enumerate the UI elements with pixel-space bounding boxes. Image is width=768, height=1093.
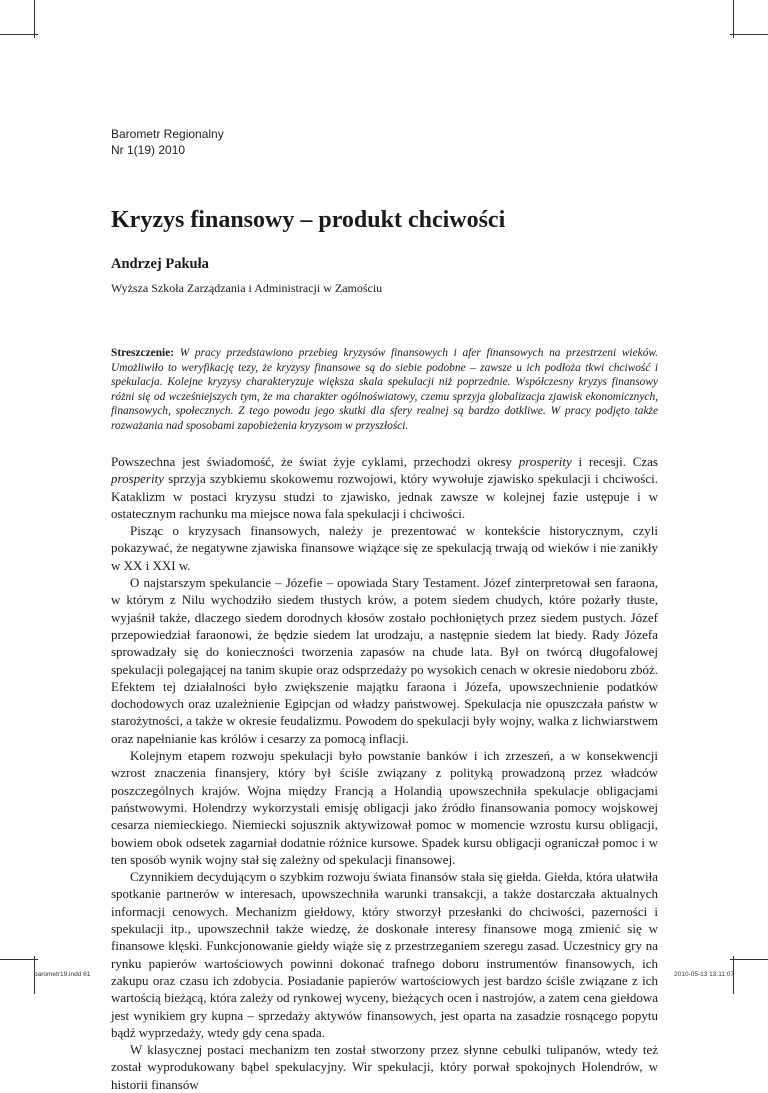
author-affiliation: Wyższa Szkoła Zarządzania i Administracji w Zamościu — [111, 281, 383, 295]
body-paragraph: W klasycznej postaci mechanizm ten został stworzony przez słynne cebulki tulipanów, wtedy też został wyprodukowany bąbel spekulacyjny. Wir spekulacji, który porwał spokojnych Holendrów, w historii finansów — [111, 1042, 658, 1092]
print-file-slug: barometr19.indd 61 — [34, 971, 91, 978]
print-timestamp: 2010-05-13 13:11:07 — [674, 971, 734, 978]
crop-mark — [0, 959, 38, 960]
running-header — [111, 126, 224, 158]
crop-mark — [0, 34, 38, 35]
crop-mark — [730, 959, 768, 960]
article-body — [111, 453, 658, 1093]
crop-mark — [733, 0, 734, 38]
abstract — [111, 346, 658, 434]
crop-mark — [730, 34, 768, 35]
journal-name: Barometr Regionalny — [111, 127, 224, 141]
body-paragraph: Pisząc o kryzysach finansowych, należy je prezentować w kontekście historycznym, czyli pokazywać, że negatywne zjawiska finansowe wiążące się ze spekulacją trwają od wieków i nie zanikły w XX i XXI w. — [111, 523, 658, 573]
abstract-text: W pracy przedstawiono przebieg kryzysów finansowych i afer finansowych na przestrzeni wieków. Umożliwiło to weryfikację tezy, że kryzysy finansowe są do siebie podobne – zawsze u ich podłoża tkwi chciwość i spekulacja. Kolejne kryzysy charakteryzuje większa skala spekulacji niż poprzednie. Współczesny kryzys finansowy różni się od wcześniejszych tym, że ma charakter ogólnoświatowy, czemu sprzyja globalizacja zjawisk ekonomicznych, finansowych, społecznych. Z tego powodu jego skutki dla sfery realnej są bardzo dotkliwe. W pracy podjęto także rozważania nad sposobami zapobieżenia kryzysom w przyszłości. — [111, 347, 658, 432]
body-paragraph: O najstarszym spekulancie – Józefie – opowiada Stary Testament. Józef zinterpretował sen faraona, w którym z Nilu wychodziło siedem tłustych krów, a potem siedem chudych, które pożarły tłuste, wyjaśnił także, dlaczego siedem dorodnych kłosów zostało pochłoniętych przez siedem pustych. Józef przepowiedział faraonowi, że będzie siedem lat urodzaju, a następnie siedem lat biedy. Rady Józefa sprowadzały się do konieczności tworzenia zapasów na chude lata. Był on twórcą długofalowej spekulacji polegającej na tanim skupie oraz odsprzedaży po wysokich cenach w okresie niedoboru zbóż. Efektem tej działalności było zwiększenie majątku faraona i Józefa, upowszechnienie podatków dochodowych oraz uzależnienie Egipcjan od władzy państwowej. Spekulacja nie opuszczała państw w starożytności, a także w okresie feudalizmu. Powodem do spekulacji były wojny, walka z lichwiarstwem oraz napełnianie kas królów i cesarzy za pomocą inflacji. — [111, 575, 658, 746]
abstract-label: Streszczenie: — [111, 347, 175, 359]
body-paragraph: Powszechna jest świadomość, że świat żyje cyklami, przechodzi okresy prosperity i recesji. Czas prosperity sprzyja szybkiemu skokowemu rozwojowi, który wywołuje zjawisko spekulacji i chciwości. Kataklizm w postaci kryzysu studzi to zjawisko, jednak zawsze w kolejnej fazie ustępuje i w ostatecznym rachunku ma miejsce nowa fala spekulacji i chciwości. — [111, 454, 658, 521]
body-paragraph: Kolejnym etapem rozwoju spekulacji było powstanie banków i ich zrzeszeń, a w konsekwencji wzrost znaczenia finansjery, który był ściśle związany z polityką prowadzoną przez władców poszczególnych krajów. Wojna między Francją a Holandią upowszechniła spekulacje obligacjami państwowymi. Holendrzy wykorzystali emisję obligacji jako źródło finansowania pomocy wojskowej cesarza niemieckiego. Niemiecki sojusznik aktywizował pomoc w momencie wzrostu kursu obligacji, bowiem obok odsetek zagarniał dodatnie różnice kursowe. Spadek kursu obligacji ograniczał pomoc i w ten sposób wynik wojny stał się zależny od spekulacji finansowej. — [111, 748, 658, 867]
author-name: Andrzej Pakuła — [111, 256, 209, 272]
journal-issue: Nr 1(19) 2010 — [111, 143, 186, 157]
article-title: Kryzys finansowy – produkt chciwości — [111, 207, 506, 233]
body-paragraph: Czynnikiem decydującym o szybkim rozwoju świata finansów stała się giełda. Giełda, która ułatwiła spotkanie partnerów w interesach, upowszechniła warunki transakcji, a także dostarczała aktualnych informacji cenowych. Mechanizm giełdowy, który stworzył przesłanki do chciwości, pazerności i spekulacji itp., upowszechnił także wiedzę, że doskonałe interesy finansowe mogą zmienić się w finansowe klęski. Funkcjonowanie giełdy wiąże się z przestrzeganiem szeregu zasad. Uczestnicy gry na rynku papierów wartościowych powinni dokonać trafnego doboru instrumentów finansowych, ich zakupu oraz czasu ich zdobycia. Posiadanie papierów wartościowych jest bardzo ściśle związane z ich wartością bieżącą, która zależy od rynkowej wyceny, bieżących ocen i nastrojów, a zatem cena giełdowa jest wynikiem gry kupna – sprzedaży aktywów finansowych, jest oparta na zasadzie rosnącego popytu bądź wyprzedaży, wtedy gdy cena spada. — [111, 869, 658, 1040]
crop-mark — [34, 0, 35, 38]
